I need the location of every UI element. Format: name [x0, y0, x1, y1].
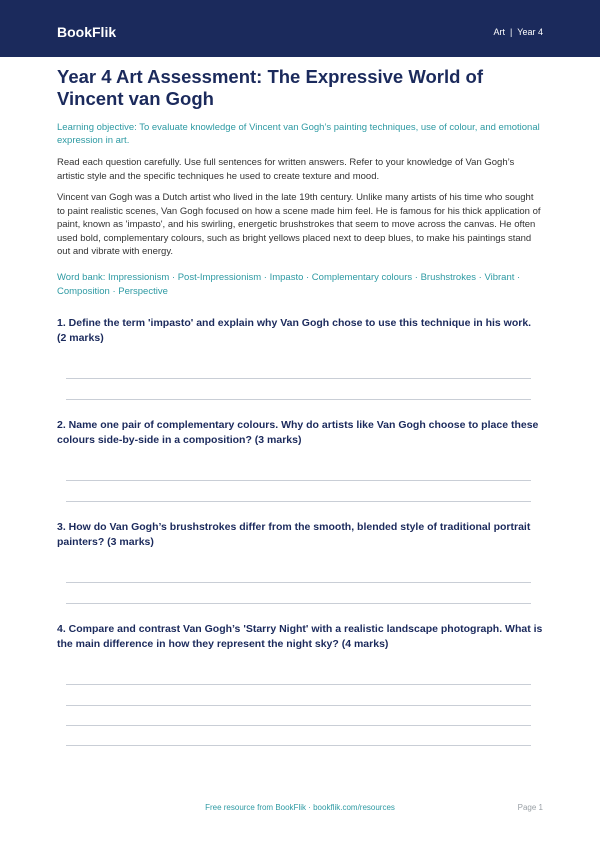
answer-line[interactable] [66, 501, 531, 502]
breadcrumb-subject: Art [493, 27, 505, 37]
answer-line[interactable] [66, 684, 531, 685]
context-paragraph: Vincent van Gogh was a Dutch artist who lived in the late 19th century. Unlike many artists of his time who sought to paint realistic scenes, Van Gogh focused on how a scene made him feel. He is famous for his thick application of paint, known as 'impasto', and his swirling, energetic brushstrokes that seem to move across the canvas. He often used bold, complementary colours, such as bright yellows placed next to deep blues, to make his paintings stand out and vibrate with energy. [57, 192, 541, 257]
answer-line[interactable] [66, 378, 531, 379]
learning-objective: Learning objective: To evaluate knowledge of Vincent van Gogh’s painting techniques, use of colour, and emotional expression in art. [57, 122, 540, 146]
answer-line[interactable] [66, 705, 531, 706]
footer-resource-link[interactable]: Free resource from BookFlik · bookflik.com/resources [205, 803, 395, 812]
page-number: Page 1 [517, 803, 543, 812]
page-header [0, 0, 600, 57]
answer-line[interactable] [66, 745, 531, 746]
word-bank: Word bank: Impressionism · Post-Impressionism · Impasto · Complementary colours · Brushstrokes · Vibrant · Composition · Perspective [57, 272, 521, 297]
question-4: 4. Compare and contrast Van Gogh’s 'Starry Night' with a realistic landscape photograph. What is the main difference in how they represent the night sky? (4 marks) [57, 623, 543, 650]
page-title: Year 4 Art Assessment: The Expressive World of Vincent van Gogh [57, 66, 484, 109]
question-3: 3. How do Van Gogh’s brushstrokes differ from the smooth, blended style of traditional portrait painters? (3 marks) [57, 521, 531, 548]
breadcrumb-separator: | [509, 27, 513, 37]
question-1: 1. Define the term 'impasto' and explain why Van Gogh chose to use this technique in his work. (2 marks) [57, 317, 532, 344]
answer-line[interactable] [66, 480, 531, 481]
breadcrumb-year: Year 4 [517, 27, 543, 37]
answer-line[interactable] [66, 603, 531, 604]
question-2: 2. Name one pair of complementary colours. Why do artists like Van Gogh choose to place these colours side-by-side in a composition? (3 marks) [57, 419, 539, 446]
breadcrumb [493, 26, 543, 38]
answer-line[interactable] [66, 725, 531, 726]
instructions-paragraph: Read each question carefully. Use full sentences for written answers. Refer to your knowledge of Van Gogh’s artistic style and the specific techniques he used to create texture and mood. [57, 157, 515, 182]
brand-logo-text[interactable]: BookFlik [57, 24, 117, 40]
answer-line[interactable] [66, 582, 531, 583]
answer-line[interactable] [66, 399, 531, 400]
